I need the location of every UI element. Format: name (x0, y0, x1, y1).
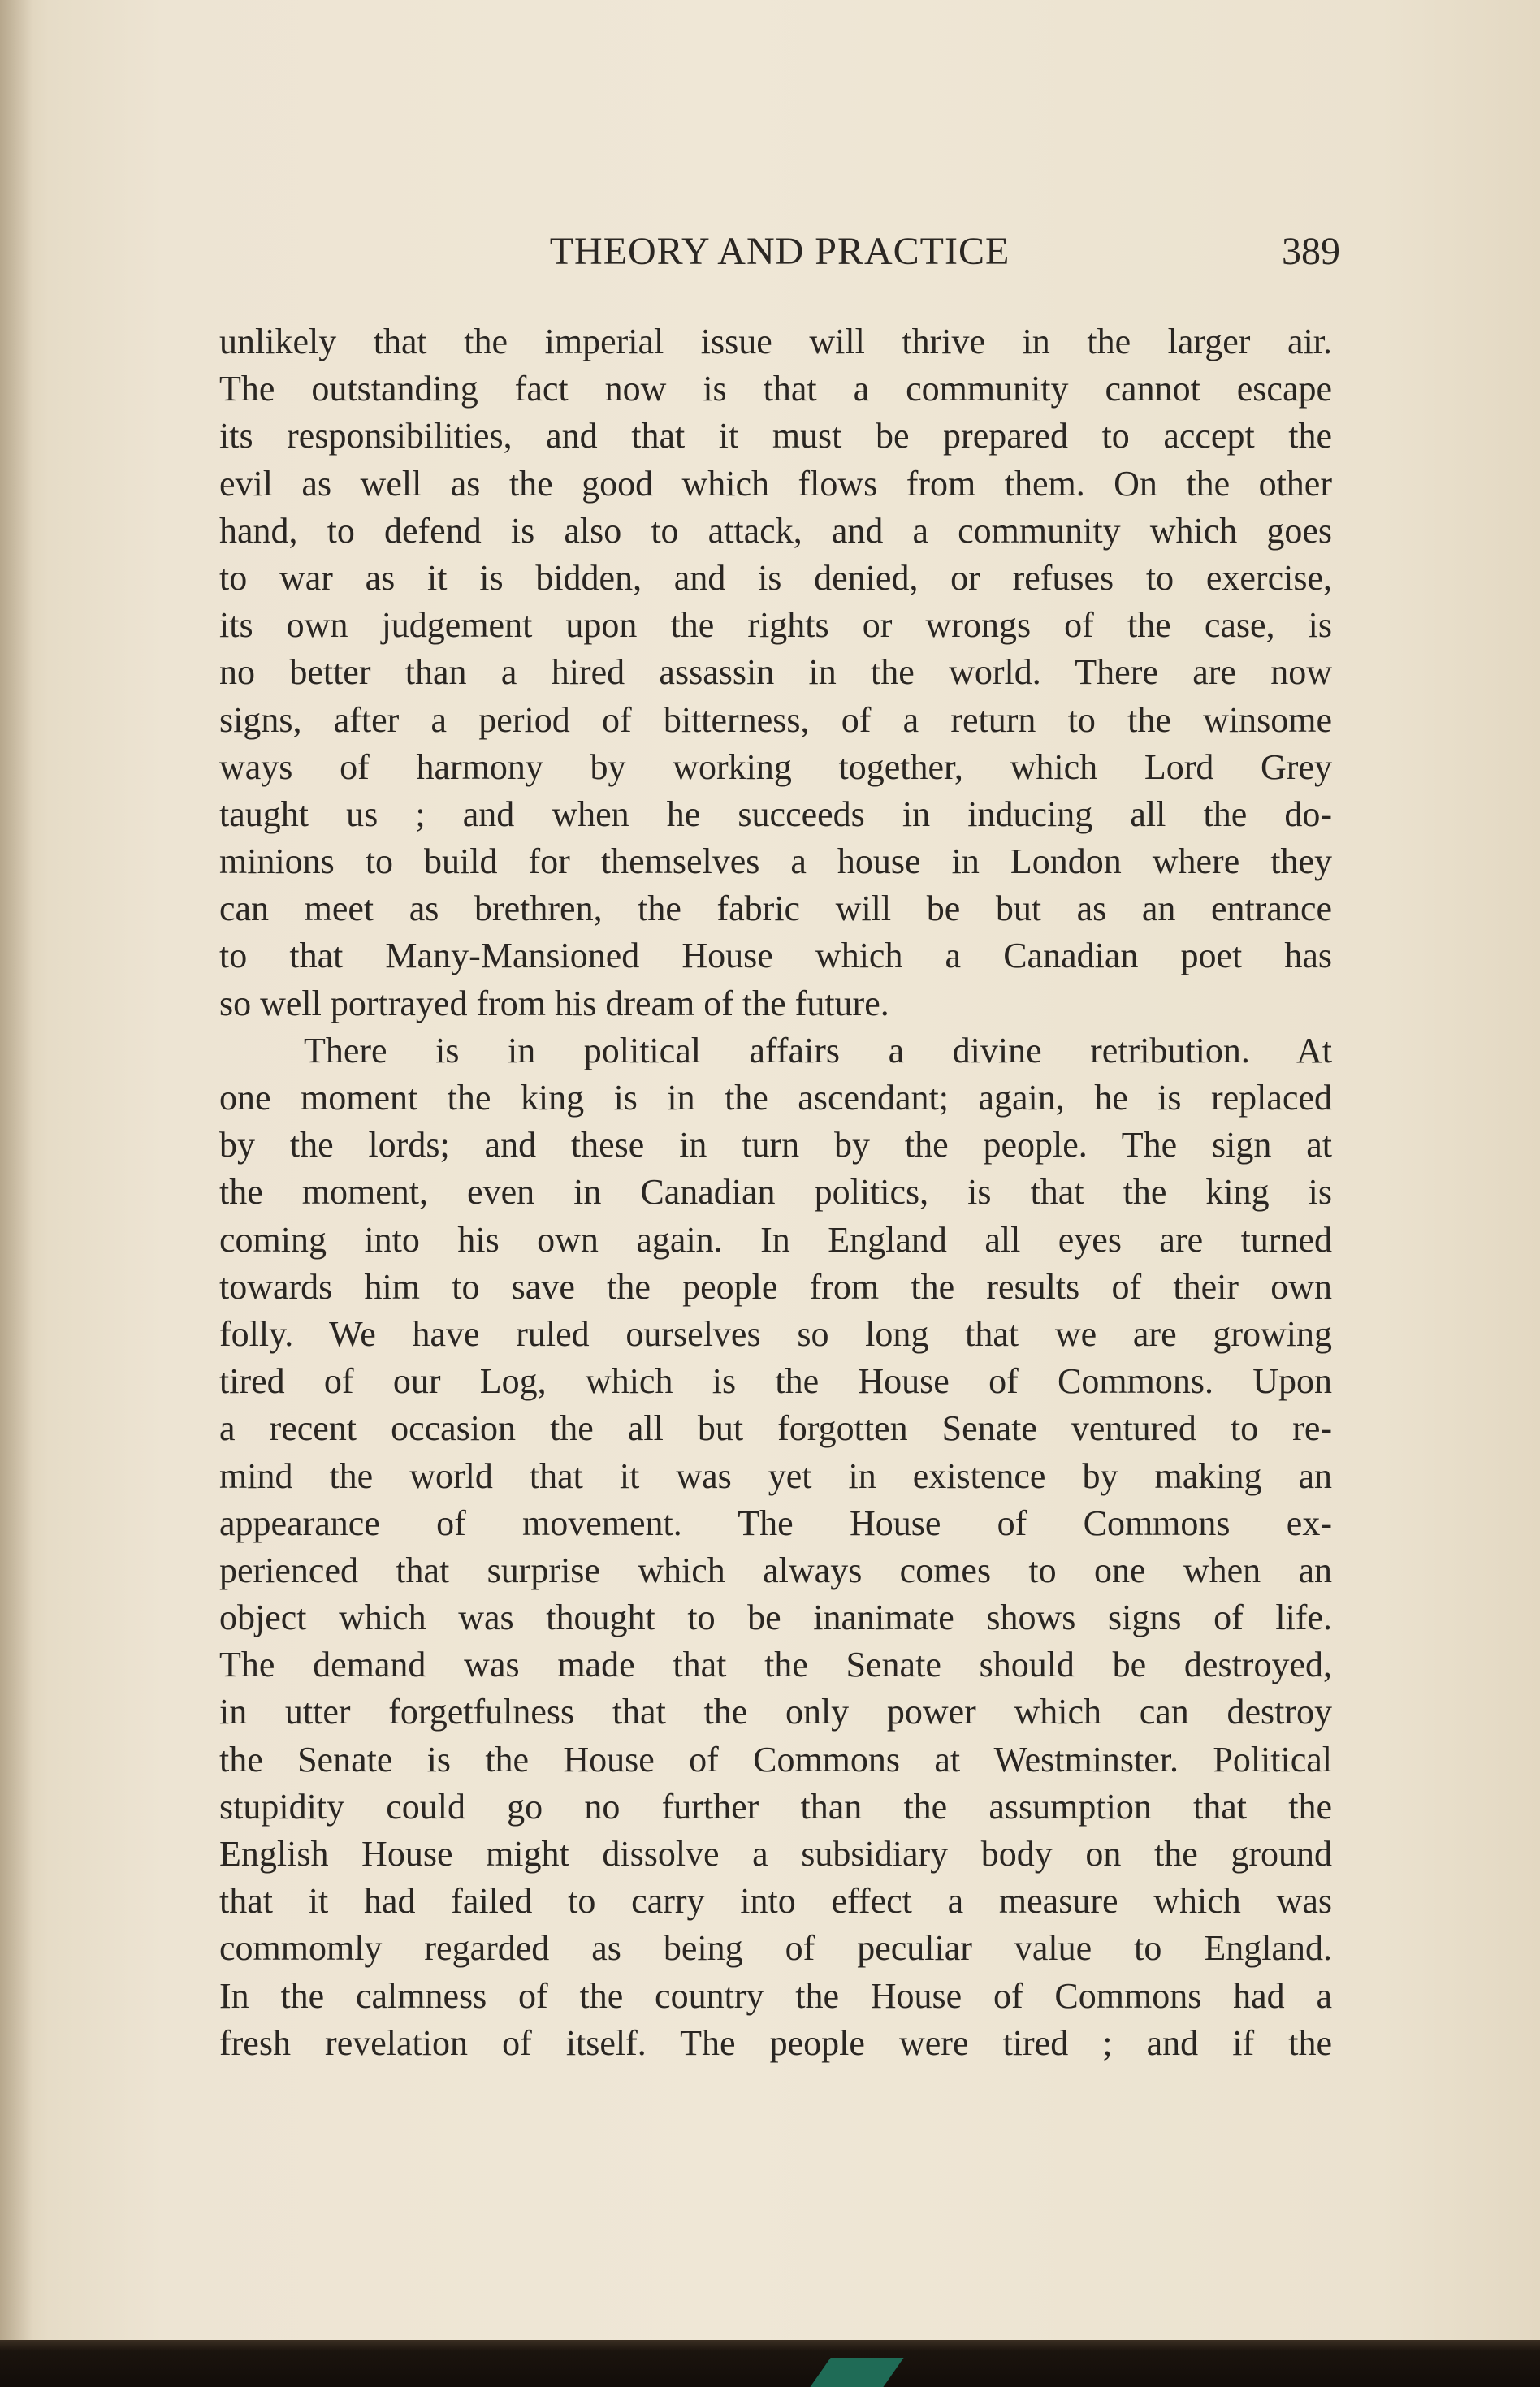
text-line: appearance of movement. The House of Commons ex- (219, 1503, 1332, 1543)
page-header (219, 229, 1340, 286)
text-line: by the lords; and these in turn by the people. The sign at (219, 1125, 1332, 1165)
text-line: no better than a hired assassin in the world. There are now (219, 652, 1332, 693)
running-head: THEORY AND PRACTICE (549, 230, 1010, 273)
text-line: unlikely that the imperial issue will thrive in the larger air. (219, 322, 1332, 361)
text-line: the moment, even in Canadian politics, is that the king is (219, 1172, 1332, 1213)
text-line: that it had failed to carry into effect a measure which was (219, 1881, 1332, 1922)
text-line: to that Many-Mansioned House which a Canadian poet has (219, 936, 1332, 976)
text-line: ways of harmony by working together, which Lord Grey (219, 746, 1332, 787)
paragraph-first-line: There is in political affairs a divine retribution. At (304, 1030, 1332, 1070)
text-line: In the calmness of the country the House of Commons had a (219, 1975, 1332, 2016)
text-line: tired of our Log, which is the House of Commons. Upon (219, 1361, 1332, 1402)
text-line: coming into his own again. In England all eyes are turned (219, 1219, 1332, 1260)
text-line: evil as well as the good which flows from them. On the other (219, 463, 1332, 504)
text-line: can meet as brethren, the fabric will be but as an entrance (219, 889, 1332, 929)
text-line: hand, to defend is also to attack, and a community which goes (219, 510, 1332, 551)
text-line: English House might dissolve a subsidiary body on the ground (219, 1834, 1332, 1874)
text-line: taught us ; and when he succeeds in inducing all the do- (219, 794, 1332, 834)
text-line: its own judgement upon the rights or wrongs of the case, is (219, 605, 1332, 646)
text-line: folly. We have ruled ourselves so long that we are growing (219, 1313, 1332, 1354)
text-line: towards him to save the people from the results of their own (219, 1266, 1332, 1307)
text-line: minions to build for themselves a house in London where they (219, 841, 1332, 882)
gutter-shadow (0, 0, 32, 2387)
text-line: to war as it is bidden, and is denied, or refuses to exercise, (219, 557, 1332, 598)
page-bottom-edge (0, 2340, 1540, 2387)
text-line: fresh revelation of itself. The people were tired ; and if the (219, 2022, 1332, 2063)
text-line: mind the world that it was yet in existence by making an (219, 1455, 1332, 1496)
text-line: commomly regarded as being of peculiar value to England. (219, 1928, 1332, 1969)
text-line: in utter forgetfulness that the only power which can destroy (219, 1692, 1332, 1732)
page-number: 389 (1282, 230, 1340, 273)
body-text (219, 318, 1332, 2067)
text-line: signs, after a period of bitterness, of a return to the winsome (219, 699, 1332, 740)
text-line: a recent occasion the all but forgotten Senate ventured to re- (219, 1408, 1332, 1449)
text-line: stupidity could go no further than the assumption that the (219, 1786, 1332, 1827)
text-line: perienced that surprise which always comes to one when an (219, 1550, 1332, 1590)
text-line: The demand was made that the Senate should be destroyed, (219, 1645, 1332, 1685)
text-line: the Senate is the House of Commons at Westminster. Political (219, 1739, 1332, 1779)
text-line: so well portrayed from his dream of the future. (219, 983, 889, 1023)
text-line: object which was thought to be inanimate shows signs of life. (219, 1598, 1332, 1638)
text-line: its responsibilities, and that it must be prepared to accept the (219, 416, 1332, 456)
text-line: one moment the king is in the ascendant; again, he is replaced (219, 1078, 1332, 1118)
text-line: The outstanding fact now is that a community cannot escape (219, 369, 1332, 409)
